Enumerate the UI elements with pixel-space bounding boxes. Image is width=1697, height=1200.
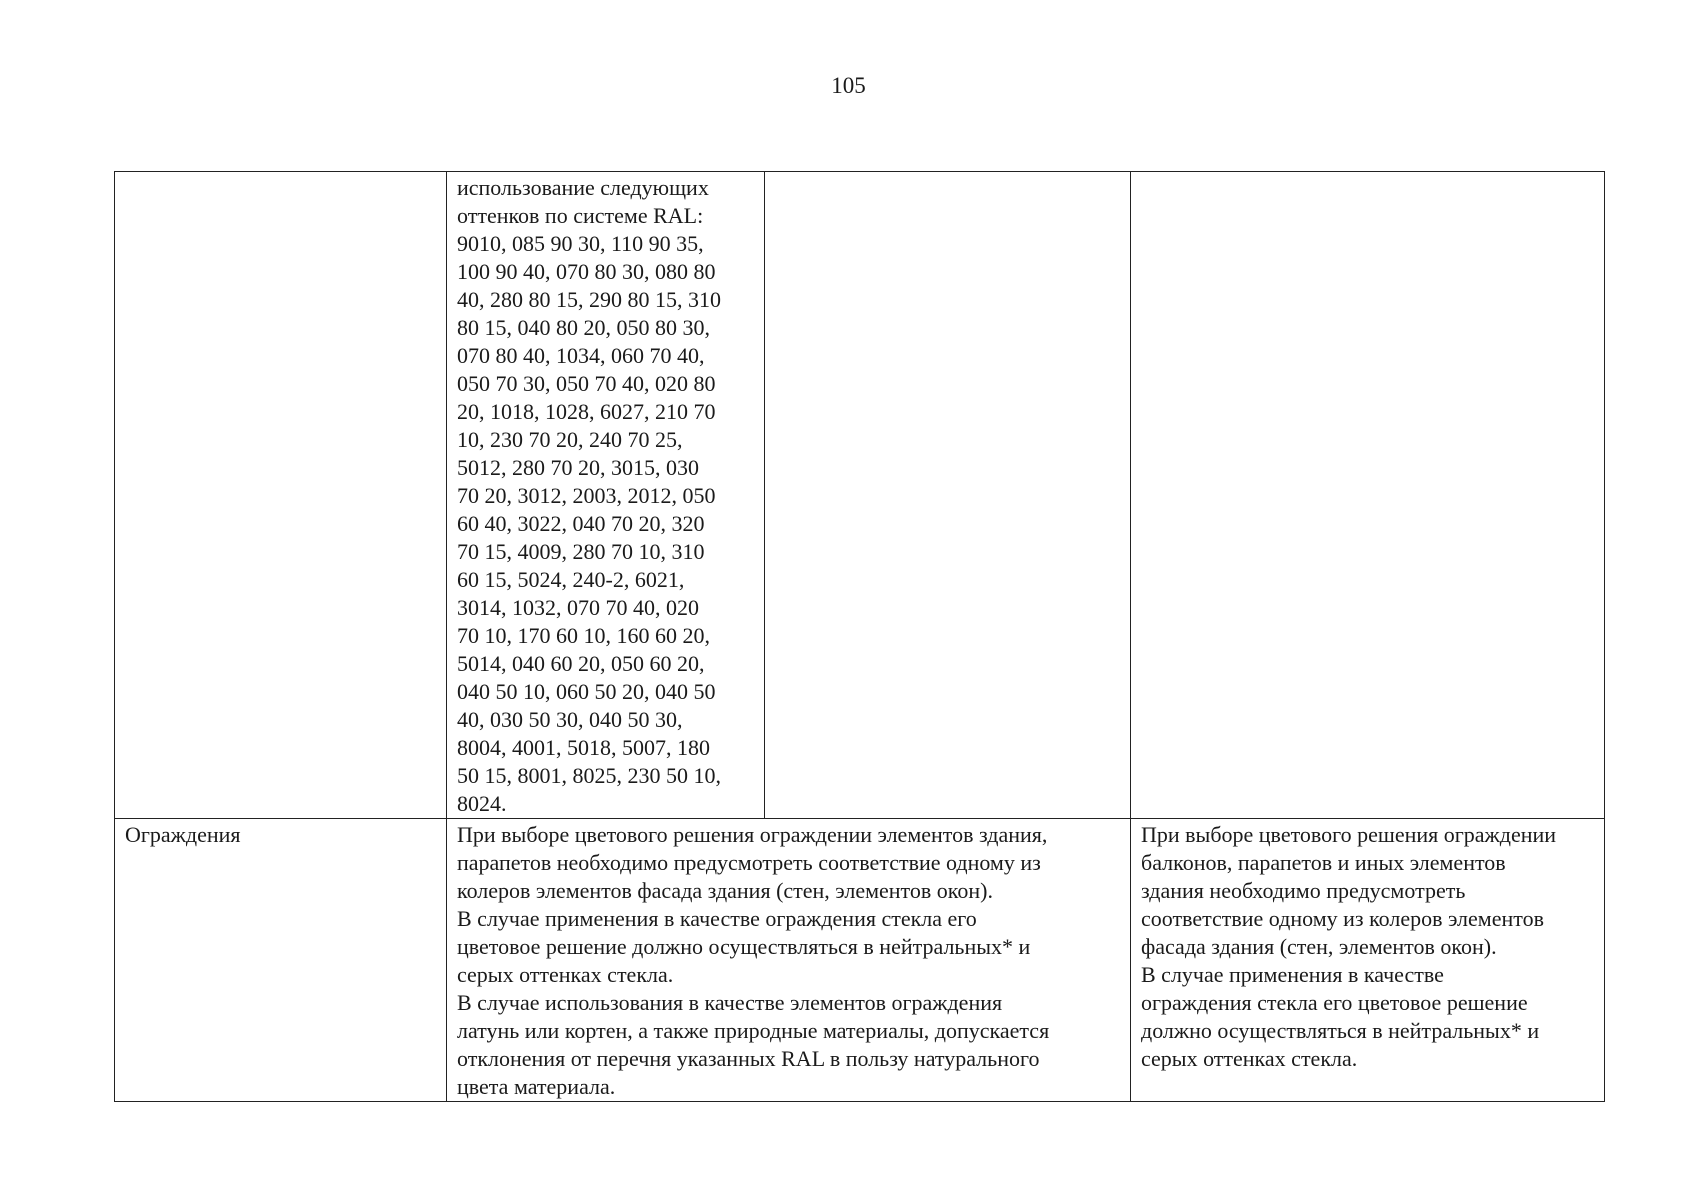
railings-color-requirements-cell: При выборе цветового решения ограждении элементов здания, парапетов необходимо предусмотреть соответствие одному из колеров элементов фасада здания (стен, элементов окон). В случае применения в качестве ограждения стекла его цветовое решение должно осуществляться в нейтральных* и серых оттенках стекла. В случае использования в качестве элементов ограждения латунь или кортен, а также природные материалы, допускается отклонения от перечня указанных RAL в пользу натурального цвета материала. — [447, 819, 1131, 1102]
balcony-railings-requirements-cell: При выборе цветового решения ограждении балконов, парапетов и иных элементов здания необходимо предусмотреть соответствие одному из колеров элементов фасада здания (стен, элементов окон). В случае применения в качестве ограждения стекла его цветовое решение должно осуществляться в нейтральных* и серых оттенках стекла. — [1131, 819, 1605, 1102]
row2-element-cell: Ограждения — [115, 819, 447, 1102]
row1-requirements-cell — [1131, 172, 1605, 819]
table-row — [115, 172, 1605, 819]
requirements-table — [114, 171, 1605, 1102]
page-number: 105 — [831, 73, 866, 98]
ral-shades-cell: использование следующих оттенков по системе RAL: 9010, 085 90 30, 110 90 35, 100 90 40, 070 80 30, 080 80 40, 280 80 15, 290 80 15, 310 80 15, 040 80 20, 050 80 30, 070 80 40, 1034, 060 70 40, 050 70 30, 050 70 40, 020 80 20, 1018, 1028, 6027, 210 70 10, 230 70 20, 240 70 25, 5012, 280 70 20, 3015, 030 70 20, 3012, 2003, 2012, 050 60 40, 3022, 040 70 20, 320 70 15, 4009, 280 70 10, 310 60 15, 5024, 240-2, 6021, 3014, 1032, 070 70 40, 020 70 10, 170 60 10, 160 60 20, 5014, 040 60 20, 050 60 20, 040 50 10, 060 50 20, 040 50 40, 030 50 30, 040 50 30, 8004, 4001, 5018, 5007, 180 50 15, 8001, 8025, 230 50 10, 8024. — [447, 172, 765, 819]
row1-empty-cell — [765, 172, 1131, 819]
row1-element-cell — [115, 172, 447, 819]
table-row — [115, 819, 1605, 1102]
